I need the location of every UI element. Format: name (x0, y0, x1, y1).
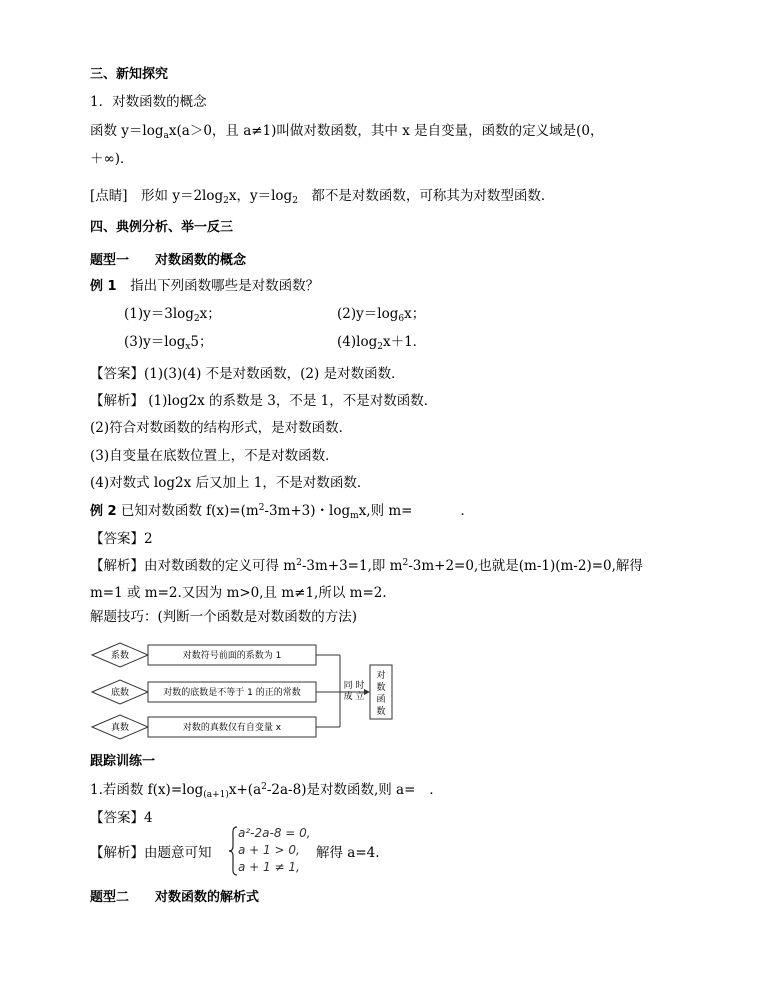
example-item: $(2)y=\log_6x$； (337, 306, 426, 324)
note-paragraph: [点睛] 形如 $y=2\log_2x$，$y=\log_2$ 都不是对数函数，可称其为对数型函数． (90, 188, 555, 206)
flow-label: 对 (376, 671, 386, 681)
section-title: 三、新知探究 (90, 67, 169, 82)
flow-label: 同 时 (343, 681, 365, 691)
concept-heading: 1．对数函数的概念 (90, 94, 207, 110)
equation: a²-2a-8 = 0, (238, 826, 311, 840)
flow-label: 函 (376, 695, 386, 705)
flow-label: 数 (376, 683, 386, 693)
arrow-icon (364, 689, 370, 695)
flow-label: 对数的底数是不等于 1 的正的常数 (163, 688, 301, 698)
analysis-line: (3)自变量在底数位置上，不是对数函数． (90, 448, 339, 464)
analysis-line: 【解析】由对数函数的定义可得 $m^2-3m+3=1$,即 $m^2-3m+2=0$,也就是(m-1)(m-2)=0,解得 (90, 558, 643, 574)
practice-question: 1.若函数 $f(x)=\log_{(a+1)}x+(a^2-2a-8)$是对数函数,则 a= ． (90, 782, 443, 800)
flow-label: 底数 (110, 688, 130, 698)
analysis-line: (2)符合对数函数的结构形式，是对数函数． (90, 420, 353, 436)
section-title: 四、典例分析、举一反三 (90, 220, 234, 235)
analysis-line: 【解析】由题意可知 (90, 845, 212, 861)
example-2-question: 例 2 已知对数函数 $f(x)=(m^2-3m+3)$・$\log_mx$,则 m= ． (90, 503, 474, 521)
flow-label: 数 (376, 707, 386, 717)
brace-icon (228, 826, 238, 876)
concept-definition-cont: ＋∞)． (90, 151, 134, 167)
concept-definition: 函数 $y=\log_ax(a>0$，且 a≠1)叫做对数函数，其中 x 是自变量，函数的定义域是(0， (90, 123, 604, 141)
flow-label: 对数的真数仅有自变量 x (182, 723, 282, 733)
flow-label: 系数 (110, 651, 130, 661)
analysis-conclusion: 解得 a=4. (316, 845, 380, 861)
answer-line: 【答案】4 (90, 810, 153, 826)
analysis-line: (4)对数式 log2x 后又加上 1，不是对数函数． (90, 475, 371, 491)
flow-label: 成 立 (343, 692, 365, 702)
type-title: 题型一 对数函数的概念 (90, 253, 247, 268)
tip-line: 解题技巧：(判断一个函数是对数函数的方法) (90, 609, 358, 625)
example-item: $(3)y=\log_x5$； (124, 334, 213, 352)
equation: a + 1 > 0, (238, 843, 300, 857)
example-item: $(1)y=3\log_2x$； (124, 306, 221, 324)
type-title: 题型二 对数函数的解析式 (90, 890, 260, 905)
flow-label: 真数 (110, 723, 130, 733)
analysis-line: 【解析】 (1)log2x 的系数是 3，不是 1，不是对数函数． (90, 393, 438, 409)
example-1-question: 例 1 指出下列函数哪些是对数函数？ (90, 278, 320, 294)
practice-title: 跟踪训练一 (90, 754, 156, 769)
flowchart (90, 637, 410, 745)
equation-system (228, 826, 328, 876)
answer-line: 【答案】2 (90, 531, 153, 547)
answer-line: 【答案】(1)(3)(4) 不是对数函数，(2) 是对数函数． (90, 366, 405, 382)
analysis-line: m=1 或 m=2.又因为 m>0,且 m≠1,所以 m=2. (90, 585, 387, 601)
equation: a + 1 ≠ 1, (238, 860, 300, 874)
example-item: $(4)\log_2x+1$． (337, 334, 427, 352)
flow-label: 对数符号前面的系数为 1 (182, 651, 282, 661)
